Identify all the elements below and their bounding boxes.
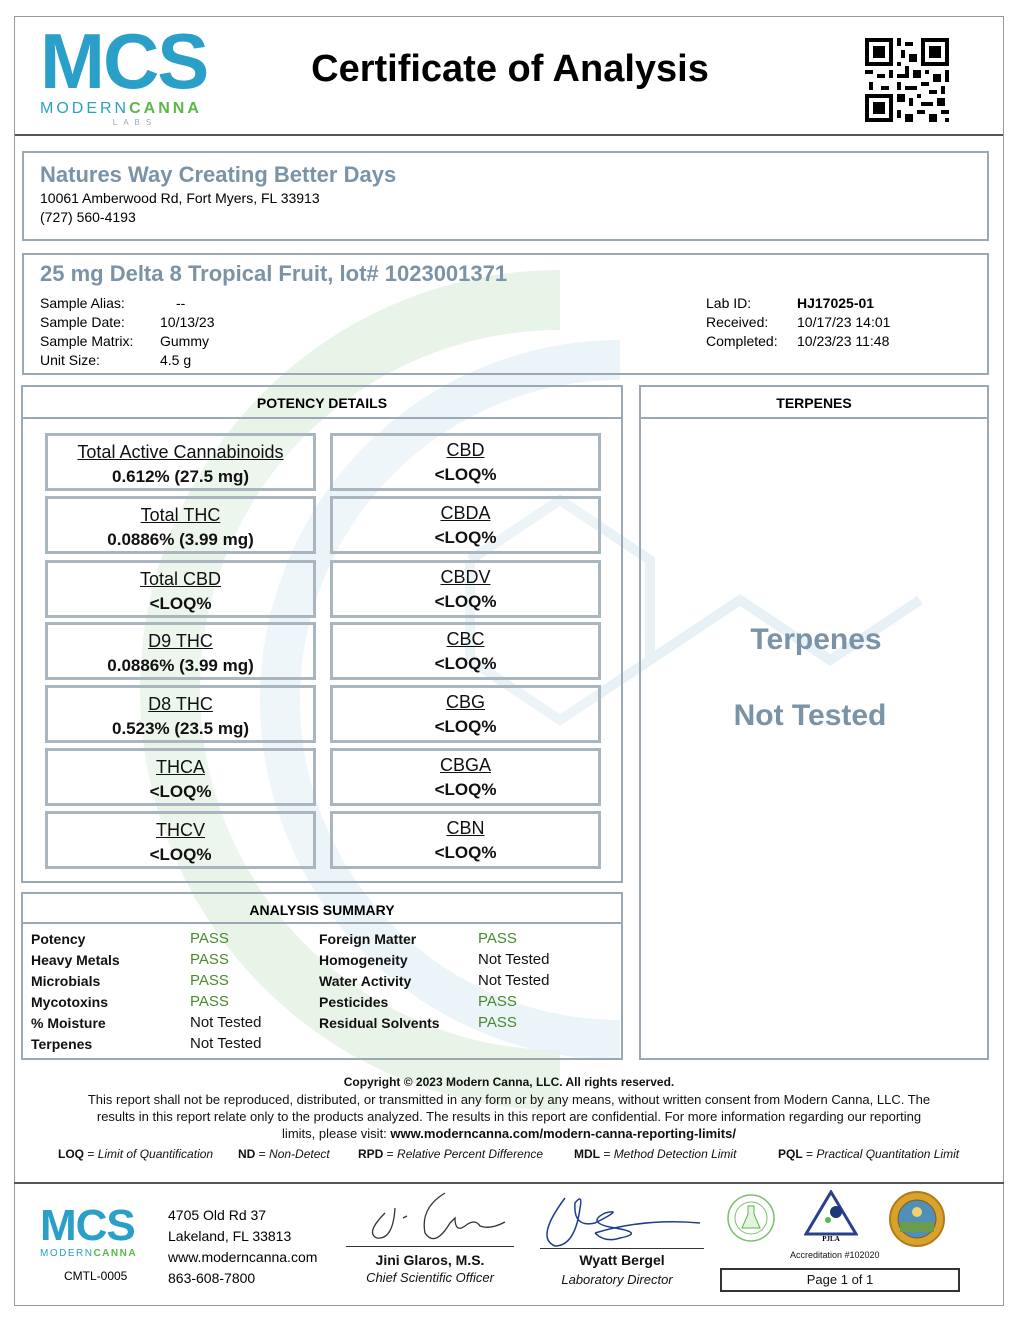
sample-left-values <box>160 294 215 370</box>
signer-2-name: Wyatt Bergel <box>579 1252 665 1268</box>
potency-heading: POTENCY DETAILS <box>23 387 621 419</box>
lab-phone: 863-608-7800 <box>168 1270 256 1286</box>
cannabinoid-value: <LOQ% <box>434 592 497 611</box>
signature-1-line <box>346 1246 514 1247</box>
florida-state-seal-icon <box>888 1190 946 1248</box>
copyright-text: Copyright © 2023 Modern Canna, LLC. All rights reserved. <box>343 1075 675 1089</box>
lab-id-label: Lab ID: <box>706 295 752 311</box>
signature-2-line <box>540 1248 704 1249</box>
potency-cell-d8-thc <box>45 685 316 743</box>
summary-col2-labels <box>319 929 440 1034</box>
sample-left-labels <box>40 294 133 370</box>
summary-label: Terpenes <box>31 1036 93 1052</box>
unit-size-label: Unit Size: <box>40 352 100 368</box>
cannabinoid-value: <LOQ% <box>434 654 497 673</box>
cannabinoid-name: CBD <box>446 440 485 460</box>
sample-date-value: 10/13/23 <box>160 314 215 330</box>
cannabinoid-value: <LOQ% <box>149 845 212 864</box>
pjla-logo-icon <box>804 1190 858 1242</box>
sample-alias-value: -- <box>176 295 186 311</box>
summary-result: PASS <box>478 993 517 1010</box>
logo-small-wordmark: MODERNCANNA <box>40 1248 138 1259</box>
cannabinoid-value: <LOQ% <box>149 594 212 613</box>
cannabinoid-name: CBGA <box>439 755 491 775</box>
signer-1-name: Jini Glaros, M.S. <box>375 1252 485 1268</box>
sample-right-labels <box>706 294 778 351</box>
cmtl-id: CMTL-0005 <box>64 1269 128 1283</box>
summary-label: Heavy Metals <box>31 952 120 968</box>
potency-cell-d9-thc <box>45 622 316 680</box>
disclaimer <box>20 1091 998 1142</box>
potency-cell-total-cbd <box>45 560 316 618</box>
summary-label: Microbials <box>31 973 101 989</box>
summary-label: Homogeneity <box>319 952 408 968</box>
modern-canna-logo <box>40 17 240 127</box>
summary-label: % Moisture <box>31 1015 106 1031</box>
unit-size-value: 4.5 g <box>160 352 192 368</box>
top-divider <box>14 16 1004 17</box>
potency-cell-cbda <box>330 496 601 554</box>
summary-result: PASS <box>478 1014 517 1031</box>
logo-word-canna: CANNA <box>129 100 202 117</box>
potency-cell-cbn <box>330 811 601 869</box>
footer-divider <box>14 1182 1004 1184</box>
client-name: Natures Way Creating Better Days <box>40 162 397 187</box>
received-value: 10/17/23 14:01 <box>797 314 891 330</box>
summary-label: Water Activity <box>319 973 412 989</box>
cannabinoid-value: <LOQ% <box>434 780 497 799</box>
terpenes-label: Terpenes <box>750 623 882 656</box>
cannabinoid-name: D8 THC <box>148 694 213 714</box>
summary-label: Foreign Matter <box>319 931 417 947</box>
reporting-limits-link[interactable]: www.moderncanna.com/modern-canna-reporting-limits/ <box>390 1126 736 1141</box>
summary-heading: ANALYSIS SUMMARY <box>23 894 621 924</box>
def-loq: LOQ = Limit of Quantification <box>58 1147 214 1161</box>
lab-address-line-1: 4705 Old Rd 37 <box>168 1207 267 1223</box>
lab-website[interactable]: www.moderncanna.com <box>168 1249 318 1265</box>
summary-result: Not Tested <box>190 1035 262 1052</box>
received-label: Received: <box>706 314 769 330</box>
left-border <box>14 16 15 1306</box>
right-border <box>1003 16 1004 1306</box>
signature-2-icon <box>535 1188 705 1252</box>
def-pql: PQL = Practical Quantitation Limit <box>778 1147 960 1161</box>
accreditation-number: Accreditation #102020 <box>790 1250 880 1260</box>
product-name: 25 mg Delta 8 Tropical Fruit, lot# 1023001371 <box>40 261 508 286</box>
lab-id-value: HJ17025-01 <box>797 295 875 311</box>
summary-col1-values <box>190 928 261 1054</box>
sample-right-values <box>797 294 890 351</box>
def-rpd: RPD = Relative Percent Difference <box>358 1147 544 1161</box>
potency-cell-cbga <box>330 748 601 806</box>
client-phone: (727) 560-4193 <box>40 209 136 225</box>
disclaimer-line-1: This report shall not be reproduced, distributed, or transmitted in any form or by any means, without written consent from Modern Canna, LLC. The <box>87 1092 931 1107</box>
cannabinoid-value: <LOQ% <box>434 843 497 862</box>
cannabinoid-name: CBG <box>445 692 485 712</box>
summary-result: Not Tested <box>478 972 550 989</box>
page-number: Page 1 of 1 <box>720 1268 960 1292</box>
potency-cell-total-active <box>45 433 316 491</box>
logo-letters: MCS <box>40 17 208 105</box>
logo-wordmark <box>40 100 240 118</box>
disclaimer-line-3 <box>20 1125 998 1142</box>
cannabinoid-value: <LOQ% <box>434 465 497 484</box>
signer-2-title: Laboratory Director <box>561 1272 673 1287</box>
cannabinoid-value: 0.612% (27.5 mg) <box>111 467 249 486</box>
logo-word-modern: MODERN <box>40 100 130 117</box>
client-address: 10061 Amberwood Rd, Fort Myers, FL 33913 <box>40 190 320 206</box>
cannabinoid-value: 0.0886% (3.99 mg) <box>107 656 254 675</box>
potency-cell-cbg <box>330 685 601 743</box>
cannabinoid-name: CBN <box>446 818 485 838</box>
full-dc-seal-icon <box>726 1192 776 1244</box>
summary-col2-values <box>478 928 549 1033</box>
modern-canna-logo-small <box>40 1201 155 1259</box>
lab-contact <box>168 1205 317 1289</box>
logo-labs: LABS <box>112 118 158 127</box>
cannabinoid-value: 0.0886% (3.99 mg) <box>107 530 254 549</box>
sample-alias-label: Sample Alias: <box>40 295 125 311</box>
terpenes-box <box>639 385 989 1060</box>
header-divider <box>14 134 1004 136</box>
potency-cell-thca <box>45 748 316 806</box>
sample-matrix-value: Gummy <box>160 333 209 349</box>
cannabinoid-value: <LOQ% <box>434 528 497 547</box>
terpenes-heading: TERPENES <box>641 387 987 419</box>
pjla-text: PJLA <box>822 1235 840 1242</box>
summary-result: PASS <box>190 972 229 989</box>
cannabinoid-value: <LOQ% <box>434 717 497 736</box>
bottom-border <box>14 1305 1004 1306</box>
lab-address-line-2: Lakeland, FL 33813 <box>168 1228 292 1244</box>
sample-info-box <box>22 253 989 375</box>
summary-label: Potency <box>31 931 86 947</box>
qr-code-icon[interactable] <box>864 38 950 122</box>
disclaimer-lead: limits, please visit: <box>282 1126 391 1141</box>
logo-small-letters: MCS <box>40 1201 135 1250</box>
summary-label: Residual Solvents <box>319 1015 440 1031</box>
disclaimer-line-2: results in this report relate only to the products analyzed. The results in this report are confidential. For more information regarding our reporting <box>96 1109 922 1124</box>
def-mdl: MDL = Method Detection Limit <box>574 1147 737 1161</box>
sample-date-label: Sample Date: <box>40 314 125 330</box>
summary-label: Pesticides <box>319 994 389 1010</box>
cannabinoid-name: THCA <box>156 757 205 777</box>
def-nd: ND = Non-Detect <box>238 1147 330 1161</box>
cannabinoid-name: D9 THC <box>148 631 213 651</box>
summary-result: Not Tested <box>478 951 550 968</box>
signer-1-title: Chief Scientific Officer <box>366 1270 494 1285</box>
potency-cell-cbd <box>330 433 601 491</box>
summary-result: Not Tested <box>190 1014 262 1031</box>
summary-label: Mycotoxins <box>31 994 109 1010</box>
completed-value: 10/23/23 11:48 <box>797 333 890 349</box>
cannabinoid-name: CBDV <box>440 567 491 587</box>
cannabinoid-value: 0.523% (23.5 mg) <box>111 719 249 738</box>
completed-label: Completed: <box>706 333 778 349</box>
cannabinoid-name: Total Active Cannabinoids <box>77 442 284 462</box>
client-info-box <box>22 151 989 241</box>
potency-cell-total-thc <box>45 496 316 554</box>
potency-cell-thcv <box>45 811 316 869</box>
summary-result: PASS <box>190 951 229 968</box>
page-title: Certificate of Analysis <box>311 48 709 90</box>
signature-1-icon <box>355 1188 515 1250</box>
cannabinoid-name: THCV <box>156 820 205 840</box>
sample-matrix-label: Sample Matrix: <box>40 333 134 349</box>
summary-result: PASS <box>190 930 229 947</box>
cannabinoid-name: CBDA <box>440 503 491 523</box>
potency-cell-cbdv <box>330 560 601 618</box>
cannabinoid-value: <LOQ% <box>149 782 212 801</box>
cannabinoid-name: CBC <box>446 629 485 649</box>
summary-result: PASS <box>478 930 517 947</box>
summary-result: PASS <box>190 993 229 1010</box>
terpenes-status: Not Tested <box>733 699 887 732</box>
cannabinoid-name: Total THC <box>140 505 221 525</box>
summary-col1-labels <box>31 929 120 1055</box>
potency-cell-cbc <box>330 622 601 680</box>
cannabinoid-name: Total CBD <box>139 569 222 589</box>
